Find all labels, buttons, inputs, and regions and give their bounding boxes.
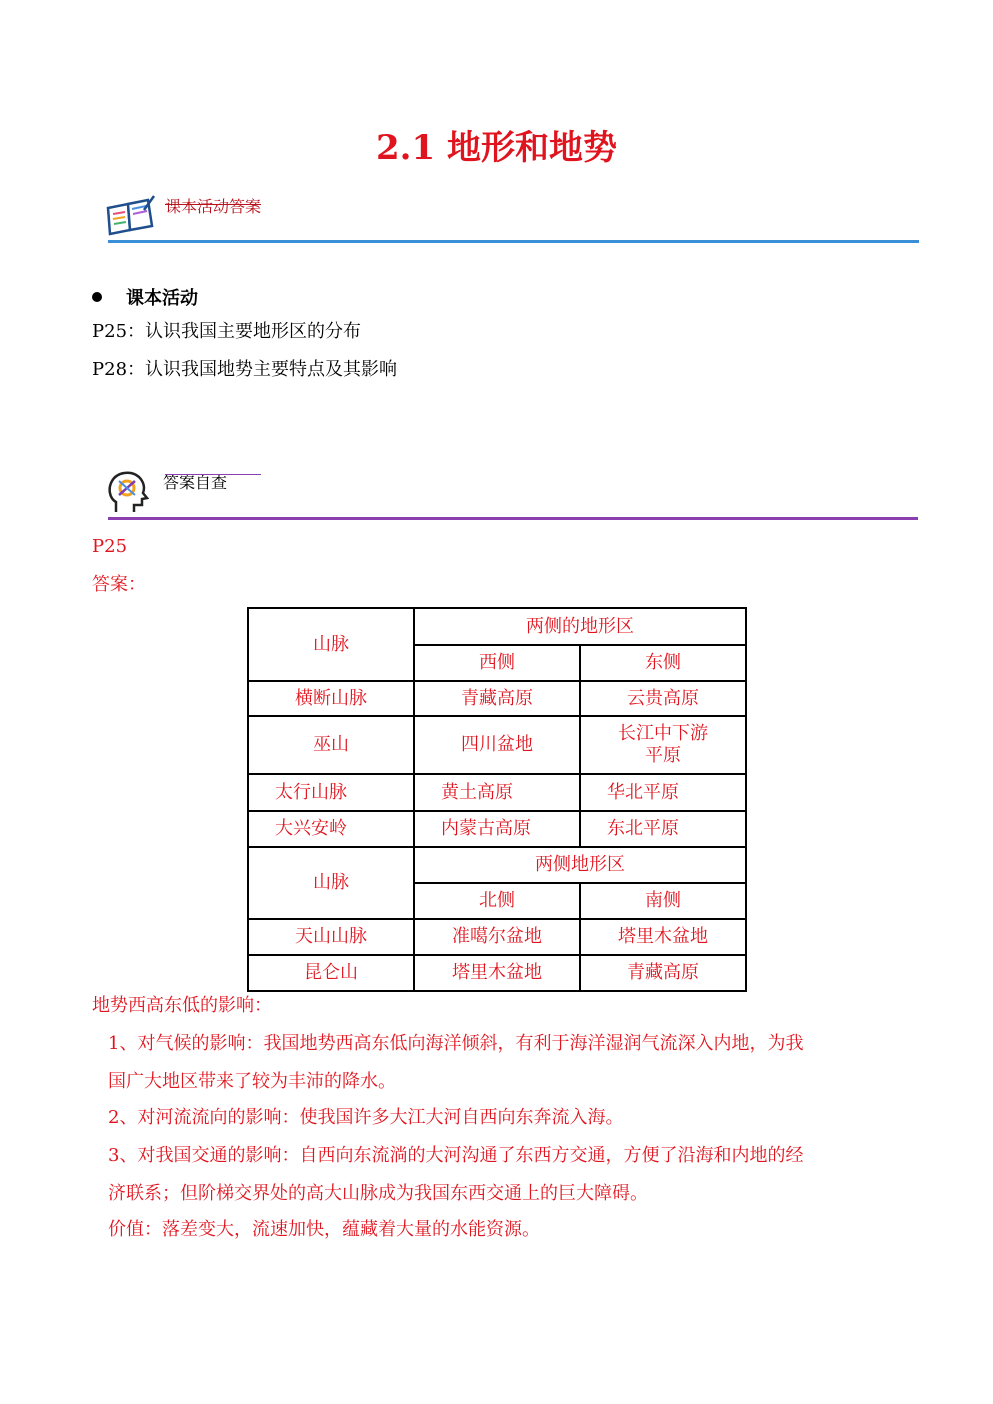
page-ref: P25 [92, 536, 128, 557]
table-cell: 东北平原 [580, 811, 746, 847]
effect-rivers: 2、对河流流向的影响：使我国许多大江大河自西向东奔流入海。 [108, 1107, 624, 1128]
table-cell: 塔里木盆地 [414, 955, 580, 991]
header-north: 北侧 [414, 883, 580, 919]
effects-heading: 地势西高东低的影响： [92, 995, 272, 1016]
effect-transport-cont: 济联系；但阶梯交界处的高大山脉成为我国东西交通上的巨大障碍。 [108, 1183, 648, 1204]
book-icon [104, 194, 156, 238]
page-title: 2.1 地形和地势 [376, 128, 617, 168]
table-cell: 横断山脉 [248, 681, 414, 716]
section-label-textbook [165, 194, 261, 217]
table-cell: 内蒙古高原 [414, 811, 580, 847]
table-cell: 巫山 [248, 716, 414, 774]
bullet-heading-text: 课本活动 [126, 288, 198, 309]
table-cell: 四川盆地 [414, 716, 580, 774]
header-mountain: 山脉 [248, 608, 414, 681]
section-divider-purple [108, 517, 918, 520]
table-cell: 黄土高原 [414, 774, 580, 811]
header-mountain-2: 山脉 [248, 847, 414, 919]
header-group-2: 两侧地形区 [414, 847, 746, 883]
table-cell: 青藏高原 [580, 955, 746, 991]
section-label-text: 课本活动答案 [165, 197, 262, 216]
wrapped-text: 长江中下游平原 [618, 723, 708, 766]
bullet-heading [92, 284, 198, 310]
head-gear-icon [106, 468, 150, 516]
table-cell: 华北平原 [580, 774, 746, 811]
section-divider-blue [108, 240, 919, 243]
header-east: 东侧 [580, 645, 746, 681]
activity-item-p25: P25：认识我国主要地形区的分布 [92, 321, 362, 342]
table-cell: 云贵高原 [580, 681, 746, 716]
header-group: 两侧的地形区 [414, 608, 746, 645]
strike-decoration [165, 204, 261, 205]
activity-item-p28: P28：认识我国地势主要特点及其影响 [92, 359, 398, 380]
label-underline [165, 474, 261, 475]
effects-section [92, 994, 912, 1242]
table-cell: 太行山脉 [248, 774, 414, 811]
table-cell: 塔里木盆地 [580, 919, 746, 955]
terrain-table [247, 607, 747, 992]
section-label-selfcheck: 答案自查 [163, 473, 228, 492]
table-cell: 青藏高原 [414, 681, 580, 716]
table-cell: 昆仑山 [248, 955, 414, 991]
effect-climate-cont: 国广大地区带来了较为丰沛的降水。 [108, 1071, 396, 1092]
table-cell: 天山山脉 [248, 919, 414, 955]
header-south: 南侧 [580, 883, 746, 919]
bullet-icon [92, 292, 102, 302]
answer-label: 答案： [92, 574, 146, 595]
table-cell: 大兴安岭 [248, 811, 414, 847]
table-cell [580, 716, 746, 774]
effect-climate: 1、对气候的影响：我国地势西高东低向海洋倾斜，有利于海洋湿润气流深入内地，为我 [108, 1033, 804, 1054]
header-west: 西侧 [414, 645, 580, 681]
effect-value: 价值：落差变大，流速加快，蕴藏着大量的水能资源。 [108, 1219, 540, 1240]
effect-transport: 3、对我国交通的影响：自西向东流淌的大河沟通了东西方交通，方便了沿海和内地的经 [108, 1145, 804, 1166]
table-cell: 准噶尔盆地 [414, 919, 580, 955]
